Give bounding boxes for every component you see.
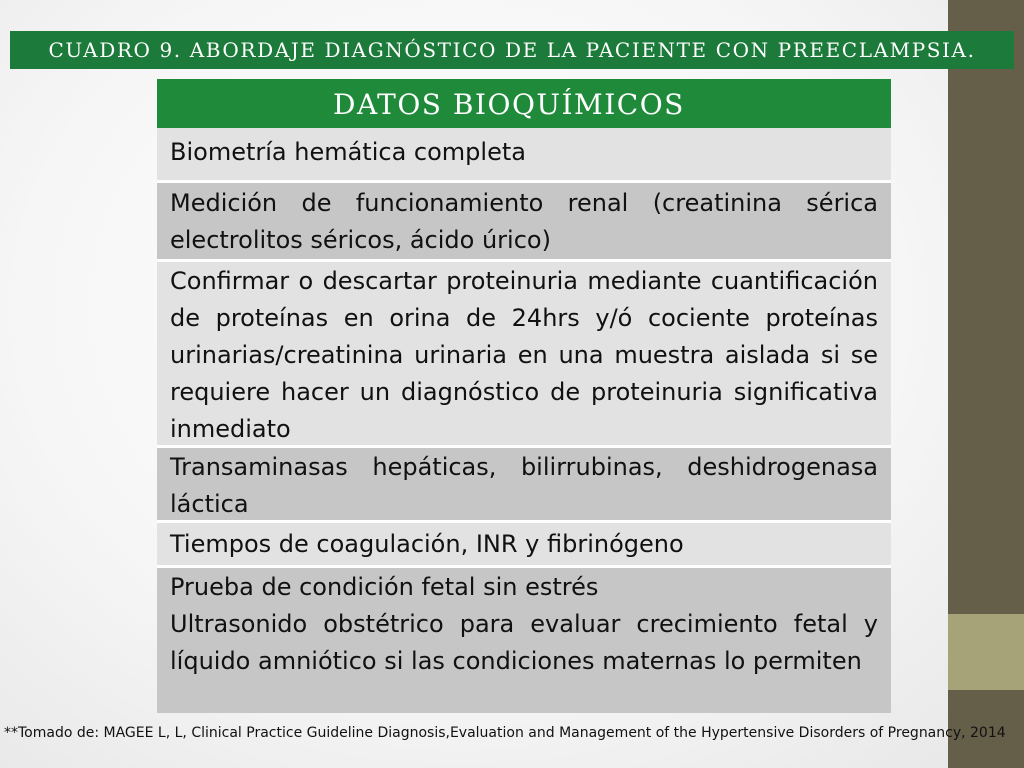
biochemical-data-table [157, 79, 891, 713]
side-accent-decoration [948, 614, 1024, 690]
table-row [157, 180, 891, 259]
source-footnote: **Tomado de: MAGEE L, L, Clinical Practice Guideline Diagnosis,Evaluation and Management of the Hypertensive Disorders of Pregnancy, 2014 [4, 725, 1006, 741]
row-text-line: Prueba de condición fetal sin estrés [170, 573, 599, 601]
row-text: Medición de funcionamiento renal (creatinina sérica electrolitos séricos, ácido úrico) [170, 189, 878, 254]
row-text: Biometría hemática completa [170, 138, 526, 166]
table-row [157, 128, 891, 180]
row-text: Transaminasas hepáticas, bilirrubinas, deshidrogenasa láctica [170, 453, 878, 518]
table-row [157, 565, 891, 713]
slide-title: CUADRO 9. ABORDAJE DIAGNÓSTICO DE LA PACIENTE CON PREECLAMPSIA. [10, 31, 1014, 69]
table-row [157, 445, 891, 520]
row-text: Tiempos de coagulación, INR y fibrinógeno [170, 530, 684, 558]
row-text-line: Ultrasonido obstétrico para evaluar crecimiento fetal y líquido amniótico si las condiciones maternas lo permiten [170, 610, 878, 675]
table-row [157, 520, 891, 565]
row-text: Confirmar o descartar proteinuria mediante cuantificación de proteínas en orina de 24hrs y/ó cociente proteínas urinarias/creatinina urinaria en una muestra aislada si se requiere hacer un diagnóstico de proteinuria significativa inmediato [170, 267, 878, 443]
table-row [157, 259, 891, 445]
table-header: DATOS BIOQUÍMICOS [157, 79, 891, 128]
